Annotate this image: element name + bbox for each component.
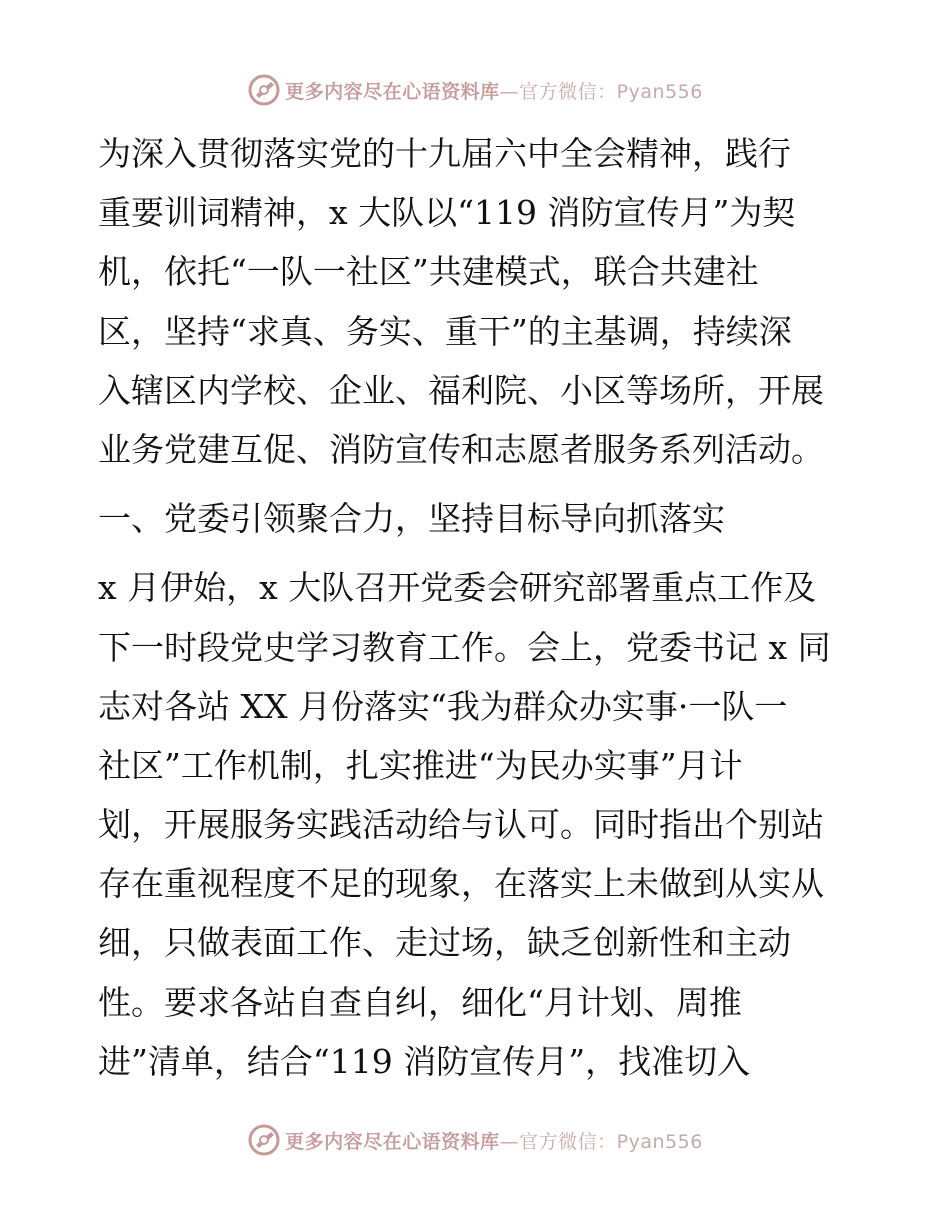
text-line: 机，依托“一队一社区”共建模式，联合共建社	[98, 252, 759, 292]
seal-logo-icon	[247, 73, 281, 107]
text-line: 入辖区内学校、企业、福利院、小区等场所，开展	[98, 370, 824, 410]
text-line: 业务党建互促、消防宣传和志愿者服务系列活动。	[98, 429, 824, 469]
text-line: 进”清单，结合“119 消防宣传月”，找准切入	[98, 1041, 751, 1081]
text-line: 区，坚持“求真、务实、重干”的主基调，持续深	[98, 311, 792, 351]
text-line: 细，只做表面工作、走过场，缺乏创新性和主动	[98, 923, 791, 963]
watermark-text: 更多内容尽在心语资料库—官方微信：Pyan556	[285, 80, 703, 103]
text-line: 为深入贯彻落实党的十九届六中全会精神，践行	[98, 134, 791, 173]
text-line: 重要训词精神，x 大队以“119 消防宣传月”为契	[98, 193, 796, 233]
watermark-banner-bottom	[0, 1120, 950, 1160]
paragraph-section-one	[98, 558, 858, 1091]
text-line: 性。要求各站自查自纠，细化“月计划、周推	[98, 982, 742, 1022]
paragraph-intro	[98, 124, 858, 479]
text-line: 志对各站 XX 月份落实“我为群众办实事·一队一	[98, 686, 788, 726]
text-line: 社区”工作机制，扎实推进“为民办实事”月计	[98, 745, 743, 785]
watermark-banner-top	[0, 70, 950, 110]
document-body	[98, 124, 858, 1091]
text-line: 划，开展服务实践活动给与认可。同时指出个别站	[98, 805, 824, 845]
seal-logo-icon	[247, 1123, 281, 1157]
text-line: 存在重视程度不足的现象，在落实上未做到从实从	[98, 864, 824, 904]
heading-text: 一、党委引领聚合力，坚持目标导向抓落实	[98, 499, 725, 539]
text-line: 下一时段党史学习教育工作。会上，党委书记 x 同	[98, 627, 831, 667]
section-heading	[98, 489, 858, 548]
watermark-text: 更多内容尽在心语资料库—官方微信：Pyan556	[285, 1130, 703, 1153]
text-line: x 月伊始，x 大队召开党委会研究部署重点工作及	[98, 568, 817, 608]
